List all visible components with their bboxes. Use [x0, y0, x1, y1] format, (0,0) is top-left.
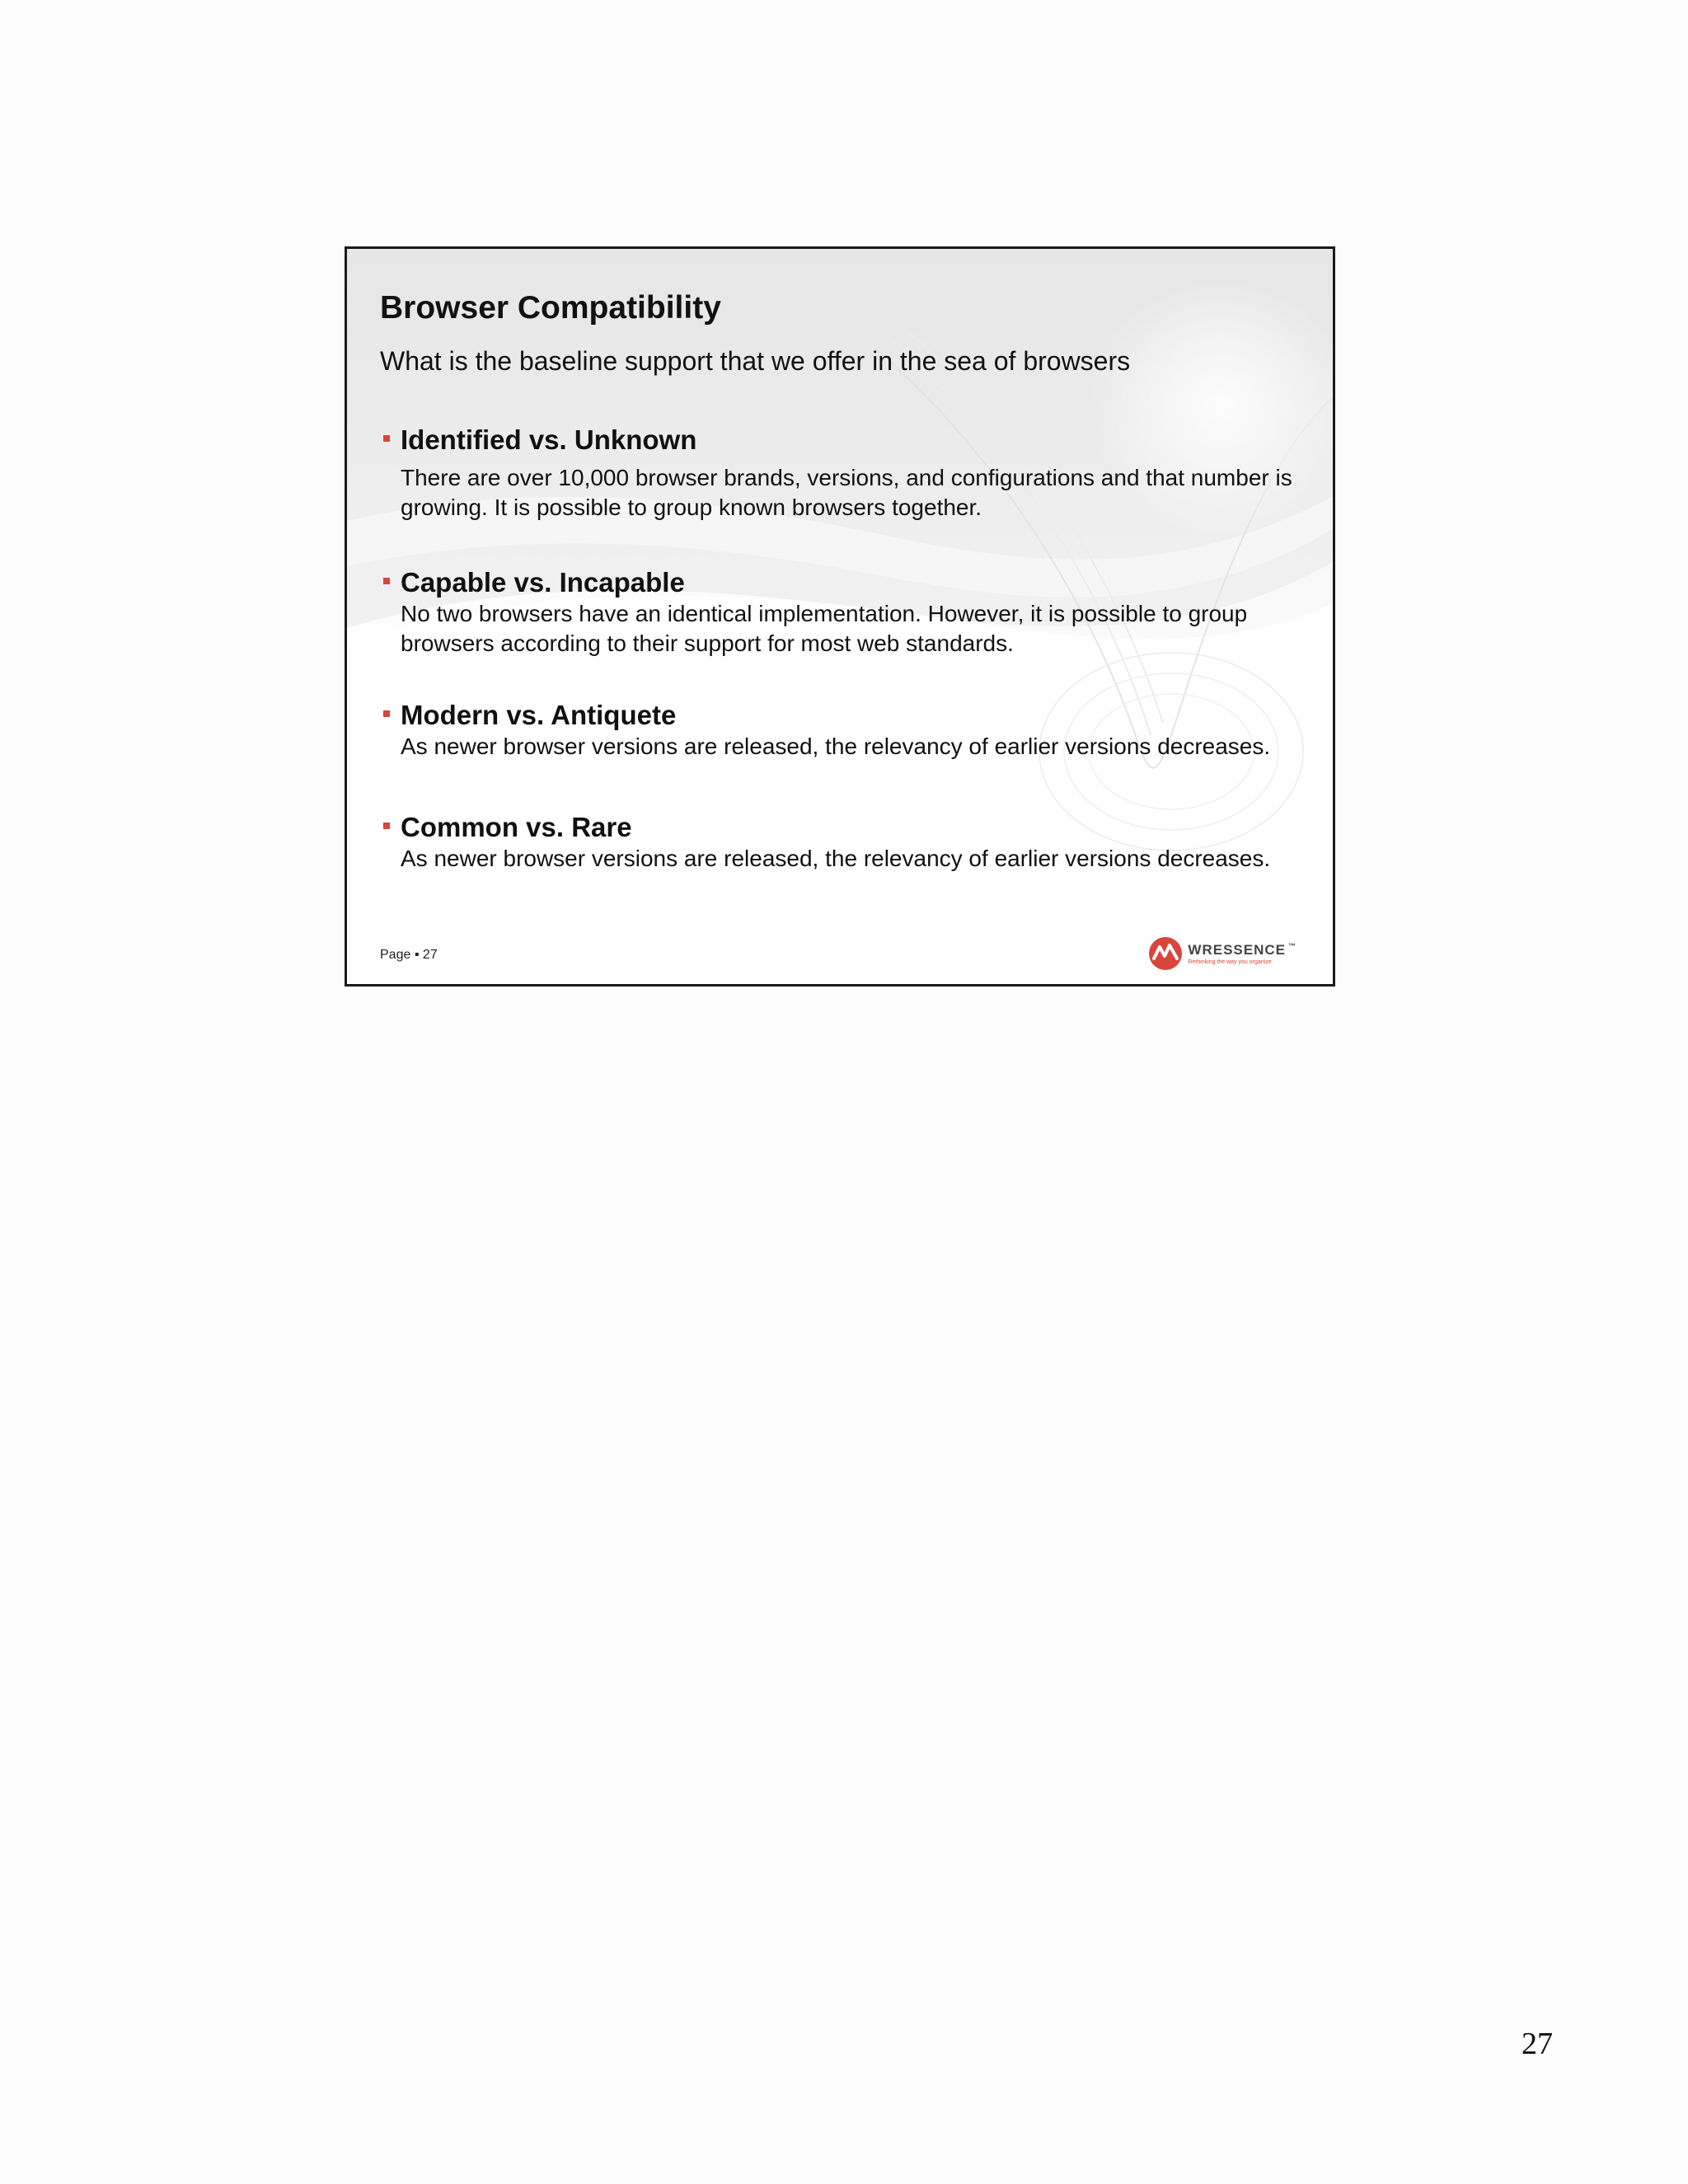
wressence-logo	[1148, 936, 1296, 971]
wressence-logo-icon	[1148, 936, 1183, 971]
logo-name	[1188, 942, 1296, 958]
slide-page-label: Page ▪ 27	[380, 948, 438, 962]
bullet-heading: Identified vs. Unknown	[401, 424, 697, 455]
slide-subtitle: What is the baseline support that we offer in the sea of browsers	[380, 346, 1131, 376]
logo-text	[1188, 942, 1296, 965]
bullet-common-vs-rare	[380, 811, 1295, 874]
bullet-modern-vs-antiquete	[380, 699, 1295, 762]
slide-title: Browser Compatibility	[380, 290, 721, 326]
bullet-body: As newer browser versions are released, the relevancy of earlier versions decreases.	[401, 846, 1271, 871]
logo-name-text: WRESSENCE	[1188, 942, 1286, 958]
presentation-slide	[345, 246, 1335, 987]
logo-tagline: Rethinking the way you organize	[1188, 959, 1272, 965]
bullet-body: No two browsers have an identical implementation. However, it is possible to group browsers according to their support for most web standards.	[401, 601, 1248, 656]
bullet-square-icon	[383, 823, 390, 829]
bullet-heading: Common vs. Rare	[401, 812, 632, 842]
logo-trademark: ™	[1288, 942, 1296, 950]
bullet-square-icon	[383, 710, 390, 717]
document-page-number: 27	[1522, 2027, 1553, 2061]
bullet-identified-vs-unknown	[380, 424, 1295, 523]
bullet-capable-vs-incapable	[380, 566, 1295, 658]
bullet-body: There are over 10,000 browser brands, versions, and configurations and that number is growing. It is possible to group known browsers together.	[401, 465, 1292, 520]
bullet-square-icon	[383, 578, 390, 584]
bullet-square-icon	[383, 435, 390, 442]
slide-content	[347, 249, 1333, 984]
bullet-heading: Capable vs. Incapable	[401, 567, 685, 598]
bullet-heading: Modern vs. Antiquete	[401, 700, 677, 730]
bullet-body: As newer browser versions are released, the relevancy of earlier versions decreases.	[401, 733, 1271, 759]
